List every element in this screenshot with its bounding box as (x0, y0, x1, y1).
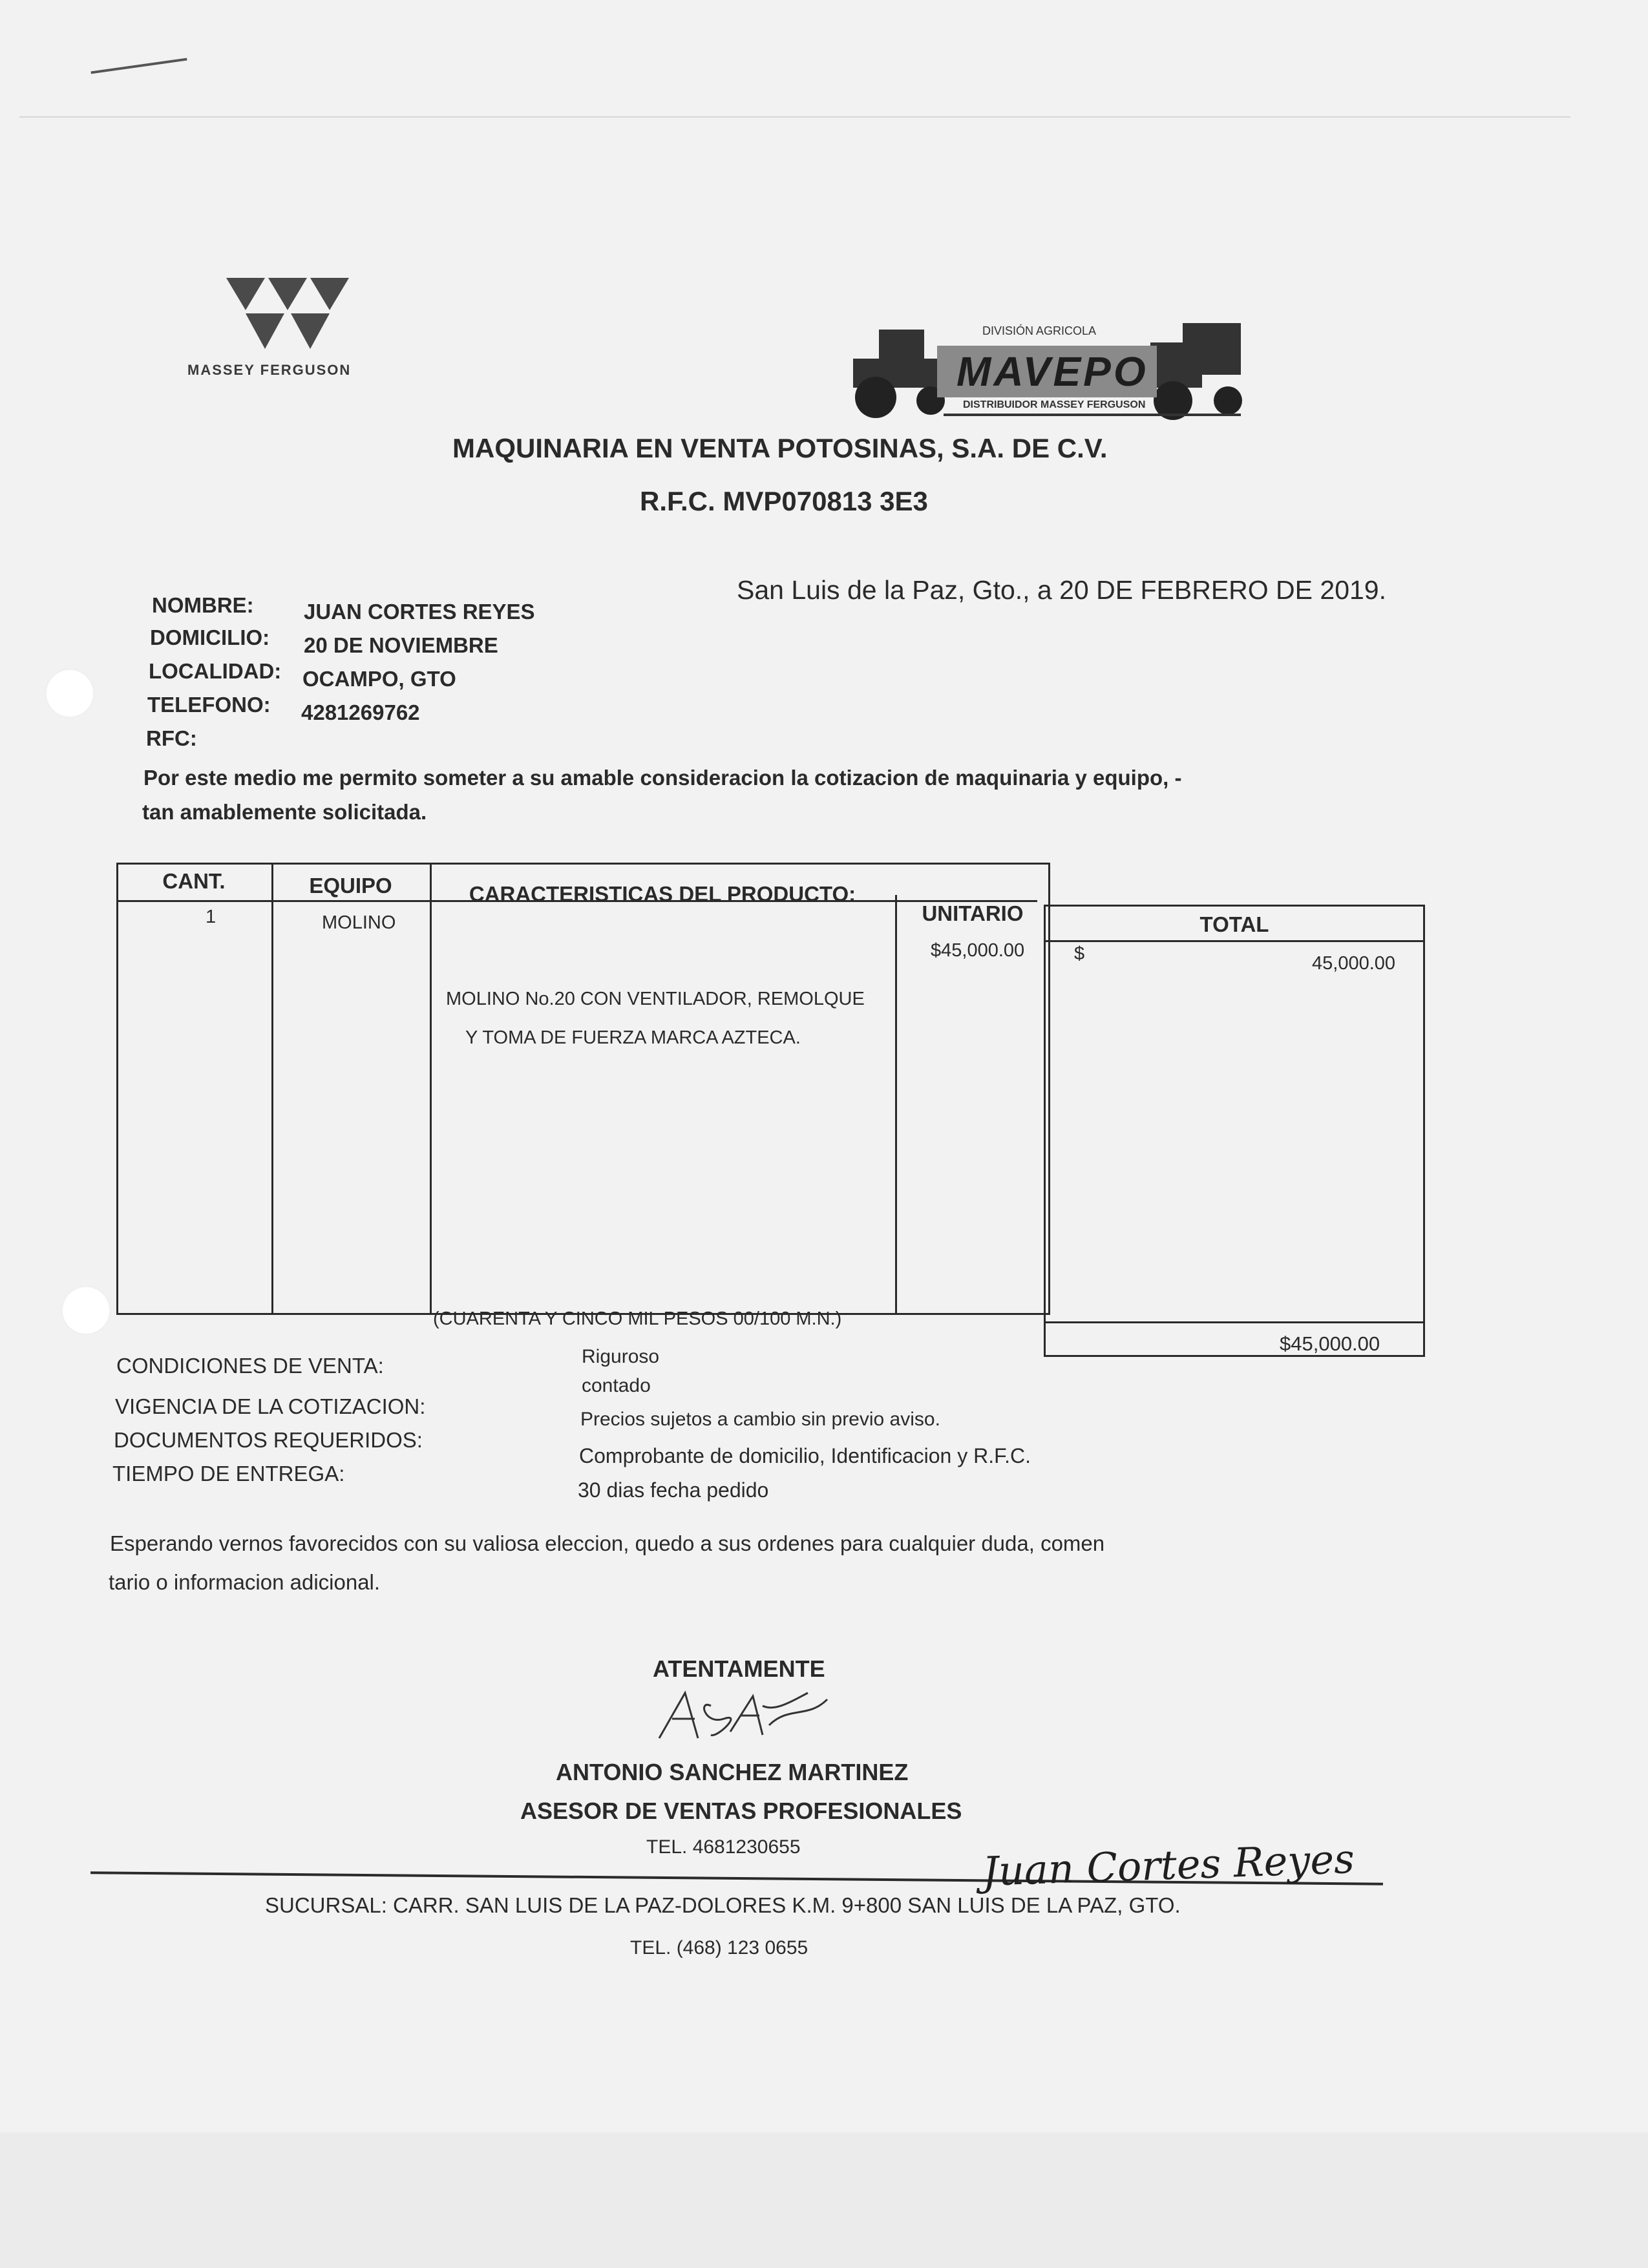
mavepo-logo (847, 317, 1247, 433)
col-divider-2 (430, 863, 432, 1315)
amount-in-words: (CUARENTA Y CINCO MIL PESOS 00/100 M.N.) (433, 1308, 842, 1329)
intro-line-1: Por este medio me permito someter a su amable consideracion la cotizacion de maquinaria y equipo, - (143, 766, 1182, 790)
massey-ferguson-text: MASSEY FERGUSON (187, 362, 352, 378)
nombre-label: NOMBRE: (152, 593, 254, 617)
vigencia-value: Precios sujetos a cambio sin previo aviso. (580, 1409, 940, 1430)
header-equipo: EQUIPO (309, 874, 392, 898)
mavepo-division: DIVISIÓN AGRICOLA (982, 324, 1097, 337)
localidad-value: OCAMPO, GTO (302, 667, 456, 691)
massey-ferguson-triangles-icon (181, 271, 394, 368)
scan-line (19, 116, 1570, 118)
grand-total-line (1044, 1321, 1425, 1323)
row-description-1: MOLINO No.20 CON VENTILADOR, REMOLQUE (446, 989, 865, 1009)
header-total: TOTAL (1199, 912, 1269, 936)
header-cant: CANT. (162, 869, 226, 893)
telefono-label: TELEFONO: (147, 693, 271, 717)
advisor-role: ASESOR DE VENTAS PROFESIONALES (520, 1798, 962, 1824)
condiciones-value-2: contado (582, 1375, 651, 1396)
company-name: MAQUINARIA EN VENTA POTOSINAS, S.A. DE C.V. (452, 433, 1108, 463)
row-equipo: MOLINO (322, 912, 396, 933)
closing-line-1: Esperando vernos favorecidos con su valiosa eleccion, quedo a sus ordenes para cualquier duda, comen (110, 1531, 1105, 1555)
client-signature: Juan Cortes Reyes (981, 1834, 1355, 1896)
intro-line-2: tan amablemente solicitada. (142, 800, 427, 824)
row-description-2: Y TOMA DE FUERZA MARCA AZTECA. (465, 1027, 801, 1048)
scan-mark (90, 58, 187, 74)
row-total: 45,000.00 (1312, 953, 1396, 974)
row-unitario: $45,000.00 (931, 940, 1025, 961)
vigencia-label: VIGENCIA DE LA COTIZACION: (115, 1394, 426, 1418)
nombre-value: JUAN CORTES REYES (304, 600, 535, 624)
scan-bottom-band (0, 2132, 1648, 2268)
condiciones-label: CONDICIONES DE VENTA: (116, 1354, 384, 1378)
advisor-name: ANTONIO SANCHEZ MARTINEZ (556, 1759, 909, 1785)
header-unitario: UNITARIO (922, 901, 1024, 925)
documentos-label: DOCUMENTOS REQUERIDOS: (114, 1428, 423, 1452)
documentos-value: Comprobante de domicilio, Identificacion y R.F.C. (579, 1444, 1031, 1467)
massey-ferguson-logo (181, 271, 394, 388)
advisor-tel: TEL. 4681230655 (646, 1836, 801, 1858)
domicilio-label: DOMICILIO: (150, 625, 270, 649)
row-total-sign: $ (1074, 943, 1085, 964)
mavepo-name: MAVEPO (956, 348, 1148, 395)
mavepo-distribuidor: DISTRIBUIDOR MASSEY FERGUSON (963, 399, 1146, 410)
grand-total: $45,000.00 (1280, 1332, 1380, 1355)
atentamente: ATENTAMENTE (653, 1655, 825, 1682)
signature-scribble-icon (646, 1680, 840, 1751)
col-divider-3 (895, 895, 897, 1315)
header-caracteristicas: CARACTERISTICAS DEL PRODUCTO: (469, 882, 856, 906)
rfc-label: RFC: (146, 726, 197, 750)
domicilio-value: 20 DE NOVIEMBRE (304, 633, 498, 657)
place-date: San Luis de la Paz, Gto., a 20 DE FEBRERO DE 2019. (737, 575, 1387, 605)
company-rfc: R.F.C. MVP070813 3E3 (640, 486, 928, 516)
localidad-label: LOCALIDAD: (149, 659, 282, 683)
entrega-label: TIEMPO DE ENTREGA: (112, 1462, 345, 1486)
condiciones-value-1: Riguroso (582, 1346, 660, 1367)
row-cant: 1 (206, 907, 217, 927)
punch-hole-bottom (61, 1286, 111, 1335)
telefono-value: 4281269762 (301, 700, 420, 724)
table-left-frame (116, 863, 1050, 1315)
closing-line-2: tario o informacion adicional. (109, 1570, 381, 1594)
total-header-line (1044, 940, 1425, 942)
footer-sucursal: SUCURSAL: CARR. SAN LUIS DE LA PAZ-DOLORES K.M. 9+800 SAN LUIS DE LA PAZ, GTO. (265, 1893, 1181, 1917)
footer-tel: TEL. (468) 123 0655 (630, 1937, 808, 1958)
entrega-value: 30 dias fecha pedido (578, 1478, 769, 1502)
col-divider-1 (271, 863, 273, 1315)
punch-hole-top (45, 669, 94, 718)
